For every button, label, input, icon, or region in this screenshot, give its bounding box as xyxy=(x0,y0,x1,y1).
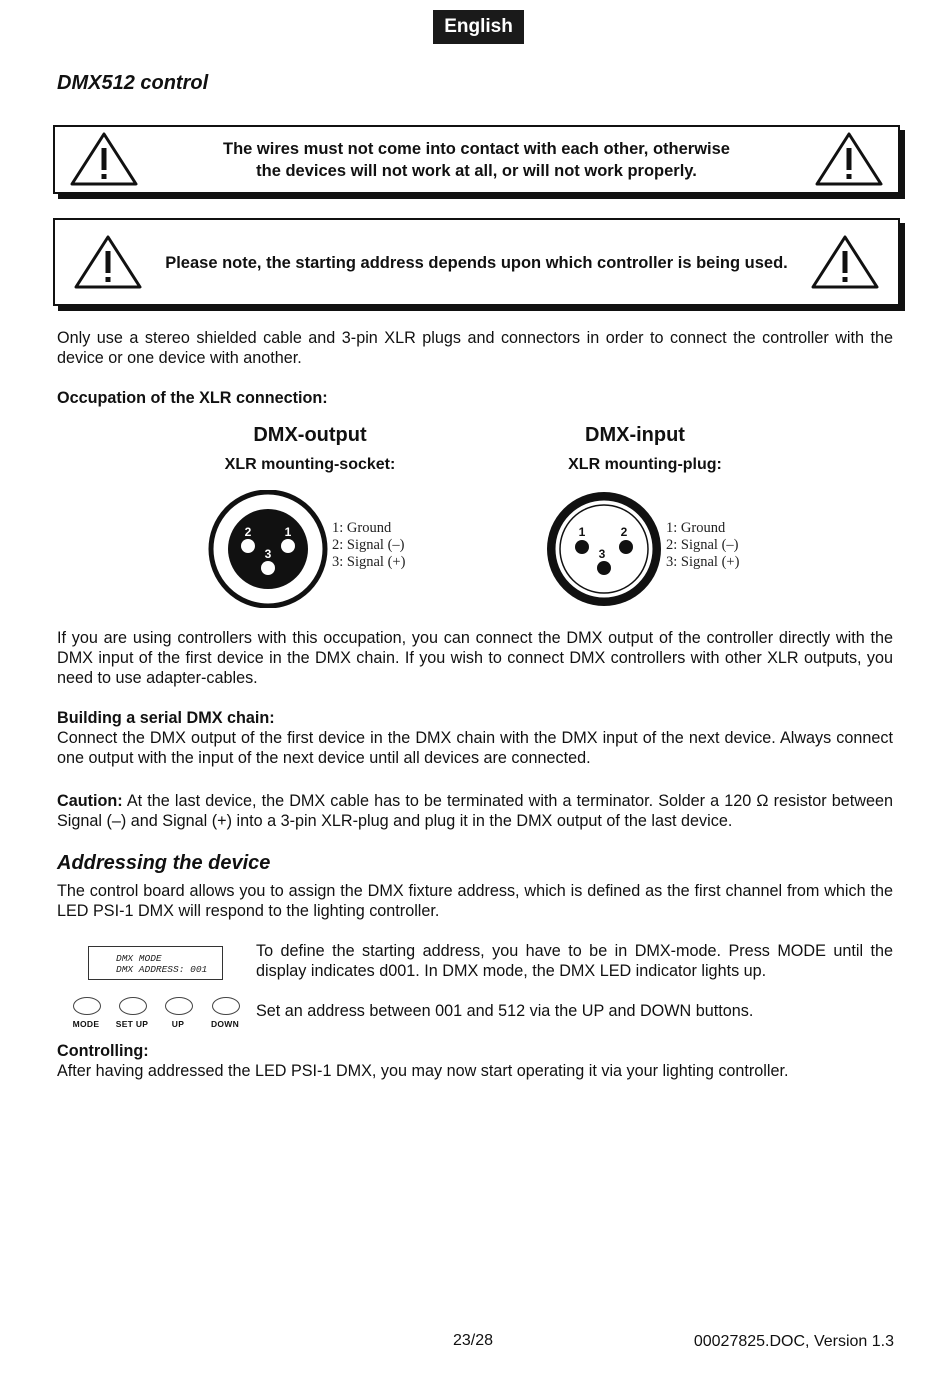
page-number: 23/28 xyxy=(453,1332,494,1349)
section-title-dmx512: DMX512 control xyxy=(57,72,209,94)
setup-button[interactable] xyxy=(119,997,147,1015)
chain-paragraph: Connect the DMX output of the first device in the DMX chain with the DMX input of the next device. Always connect one output with the input of the next device until all devices are connected. xyxy=(57,729,893,767)
controllers-paragraph: If you are using controllers with this occupation, you can connect the DMX output of the controller directly with the DMX input of the first device in the DMX chain. If you wish to connect DMX controllers with other XLR outputs, you need to use adapter-cables. xyxy=(57,629,893,687)
warning-triangle-icon xyxy=(814,131,884,187)
down-button[interactable] xyxy=(212,997,240,1015)
step1-paragraph: To define the starting address, you have to be in DMX-mode. Press MODE until the display indicates d001. In DMX mode, the DMX LED indicator lights up. xyxy=(256,942,893,980)
xlr-input-pin-legend: 1: Ground 2: Signal (–) 3: Signal (+) xyxy=(666,520,740,570)
pin-label: 1 xyxy=(284,525,292,539)
warning-triangle-icon xyxy=(810,234,880,290)
caution-label: Caution: xyxy=(57,792,123,810)
xlr-input-title: DMX-input xyxy=(585,424,685,446)
pin-label: 3 xyxy=(264,547,272,561)
document-version: 00027825.DOC, Version 1.3 xyxy=(693,1333,894,1350)
xlr-plug-diagram xyxy=(544,490,664,608)
warning-text-address: Please note, the starting address depends upon which controller is being used. xyxy=(165,254,788,272)
warning-box-wires xyxy=(53,125,900,194)
mode-button-label: MODE xyxy=(72,1019,100,1029)
chain-heading: Building a serial DMX chain: xyxy=(57,709,275,727)
warning-triangle-icon xyxy=(73,234,143,290)
pin-label: 2 xyxy=(244,525,252,539)
lcd-display xyxy=(88,946,223,980)
xlr-output-pin-legend: 1: Ground 2: Signal (–) 3: Signal (+) xyxy=(332,520,406,570)
caution-text: At the last device, the DMX cable has to be terminated with a terminator. Solder a 120 Ω resistor between Signal (–) and Signal (+) into a 3-pin XLR-plug and plug it in the DMX output of the last device. xyxy=(57,792,893,830)
up-button-label: UP xyxy=(171,1019,185,1029)
up-button[interactable] xyxy=(165,997,193,1015)
xlr-output-subtitle: XLR mounting-socket: xyxy=(224,456,396,473)
warning-box-address xyxy=(53,218,900,306)
addressing-intro: The control board allows you to assign the DMX fixture address, which is defined as the first channel from which the LED PSI-1 DMX will respond to the lighting controller. xyxy=(57,882,893,920)
setup-button-label: SET UP xyxy=(115,1019,149,1029)
controlling-paragraph: After having addressed the LED PSI-1 DMX, you may now start operating it via your lighting controller. xyxy=(57,1062,789,1080)
xlr-input-subtitle: XLR mounting-plug: xyxy=(568,456,722,473)
lcd-line-mode: DMX MODE xyxy=(116,953,162,964)
caution-paragraph xyxy=(57,791,893,831)
step2-paragraph: Set an address between 001 and 512 via the UP and DOWN buttons. xyxy=(256,1002,754,1020)
language-tab: English xyxy=(433,10,524,44)
occupation-heading: Occupation of the XLR connection: xyxy=(57,389,328,407)
pin-label: 2 xyxy=(620,525,628,539)
warning-triangle-icon xyxy=(69,131,139,187)
controlling-heading: Controlling: xyxy=(57,1042,149,1060)
pin-label: 3 xyxy=(598,547,606,561)
xlr-socket-diagram xyxy=(208,490,328,608)
xlr-output-title: DMX-output xyxy=(253,424,367,446)
mode-button[interactable] xyxy=(73,997,101,1015)
intro-paragraph: Only use a stereo shielded cable and 3-pin XLR plugs and connectors in order to connect the controller with the device or one device with another. xyxy=(57,329,893,367)
lcd-line-address: DMX ADDRESS: 001 xyxy=(116,964,208,975)
section-title-addressing: Addressing the device xyxy=(57,852,271,874)
down-button-label: DOWN xyxy=(210,1019,240,1029)
warning-text-wires: The wires must not come into contact with each other, otherwise the devices will not work at all, or will not work properly. xyxy=(222,140,730,180)
pin-label: 1 xyxy=(578,525,586,539)
